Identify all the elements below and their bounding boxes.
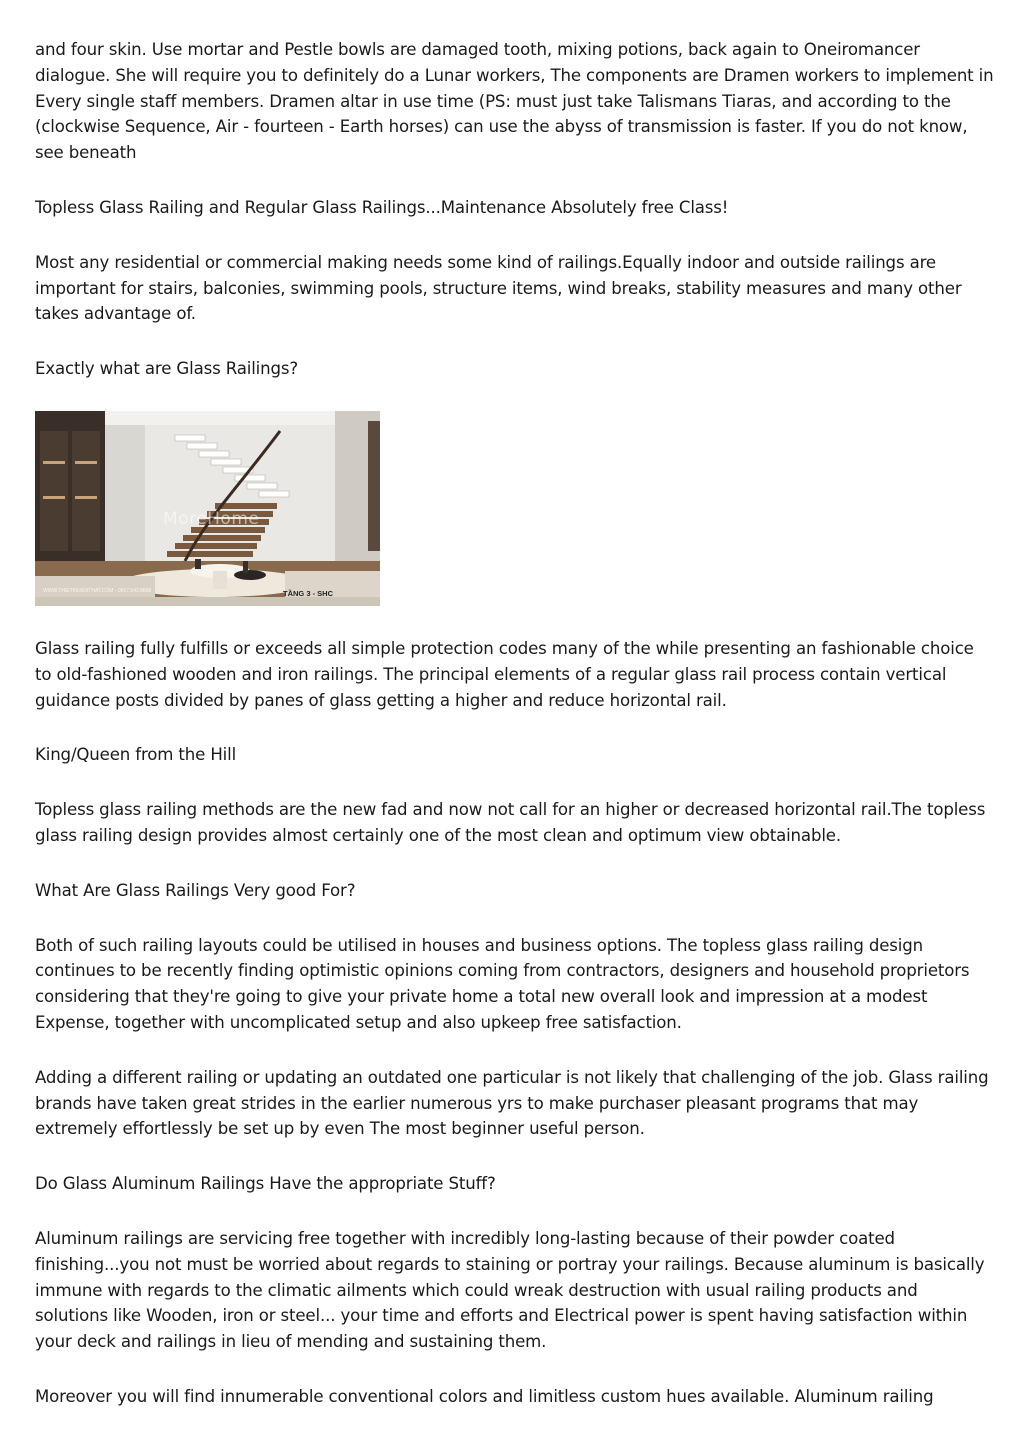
article-body	[35, 37, 995, 1439]
section-heading: What Are Glass Railings Very good For?	[35, 880, 356, 900]
image-watermark: MoreHome	[163, 508, 260, 529]
paragraph: and four skin. Use mortar and Pestle bowls are damaged tooth, mixing potions, back again to Oneiromancer dialogue. She will require you to definitely do a Lunar workers, The components are Dramen workers to implement in Every single staff members. Dramen altar in use time (PS: must just take Talismans Tiaras, and according to the (clockwise Sequence, Air - fourteen - Earth horses) can use the abyss of transmission is faster. If you do not know, see beneath	[35, 40, 994, 163]
image-credit: WWW.THIETKENOITHAT.COM - 0917.543.8888	[43, 587, 152, 594]
paragraph: Adding a different railing or updating an outdated one particular is not likely that challenging of the job. Glass railing brands have taken great strides in the earlier numerous yrs to make purchaser pleasant programs that may extremely effortlessly be set up by even The most beginner useful person.	[35, 1067, 989, 1139]
paragraph: Topless glass railing methods are the new fad and now not call for an higher or decreased horizontal rail.The topless glass railing design provides almost certainly one of the most clean and optimum view obtainable.	[35, 800, 986, 845]
paragraph: Both of such railing layouts could be utilised in houses and business options. The topless glass railing design continues to be recently finding optimistic opinions coming from contractors, designers and household proprietors considering that they're going to give your private home a total new overall look and impression at a modest Expense, together with uncomplicated setup and also upkeep free satisfaction.	[35, 935, 970, 1032]
section-heading: Topless Glass Railing and Regular Glass Railings...Maintenance Absolutely free Class!	[35, 197, 729, 217]
section-heading: Exactly what are Glass Railings?	[35, 359, 299, 379]
paragraph: Most any residential or commercial making needs some kind of railings.Equally indoor and outside railings are important for stairs, balconies, swimming pools, structure items, wind breaks, stability measures and many other takes advantage of.	[35, 252, 962, 324]
paragraph: Glass railing fully fulfills or exceeds all simple protection codes many of the while presenting an fashionable choice to old-fashioned wooden and iron railings. The principal elements of a regular glass rail process contain vertical guidance posts divided by panes of glass getting a higher and reduce horizontal rail.	[35, 638, 974, 710]
image-caption: TẦNG 3 - SHC	[283, 588, 334, 598]
section-heading: King/Queen from the Hill	[35, 745, 237, 765]
staircase-interior-image	[35, 411, 380, 606]
paragraph: Moreover you will find innumerable conventional colors and limitless custom hues available. Aluminum railing	[35, 1386, 934, 1406]
paragraph: Aluminum railings are servicing free together with incredibly long-lasting because of their powder coated finishing...you not must be worried about regards to staining or portray your railings. Because aluminum is basically immune with regards to the climatic ailments which could wreak destruction with usual railing products and solutions like Wooden, iron or steel... your time and efforts and Electrical power is spent having satisfaction within your deck and railings in lieu of mending and sustaining them.	[35, 1228, 985, 1352]
section-heading: Do Glass Aluminum Railings Have the appropriate Stuff?	[35, 1174, 496, 1194]
